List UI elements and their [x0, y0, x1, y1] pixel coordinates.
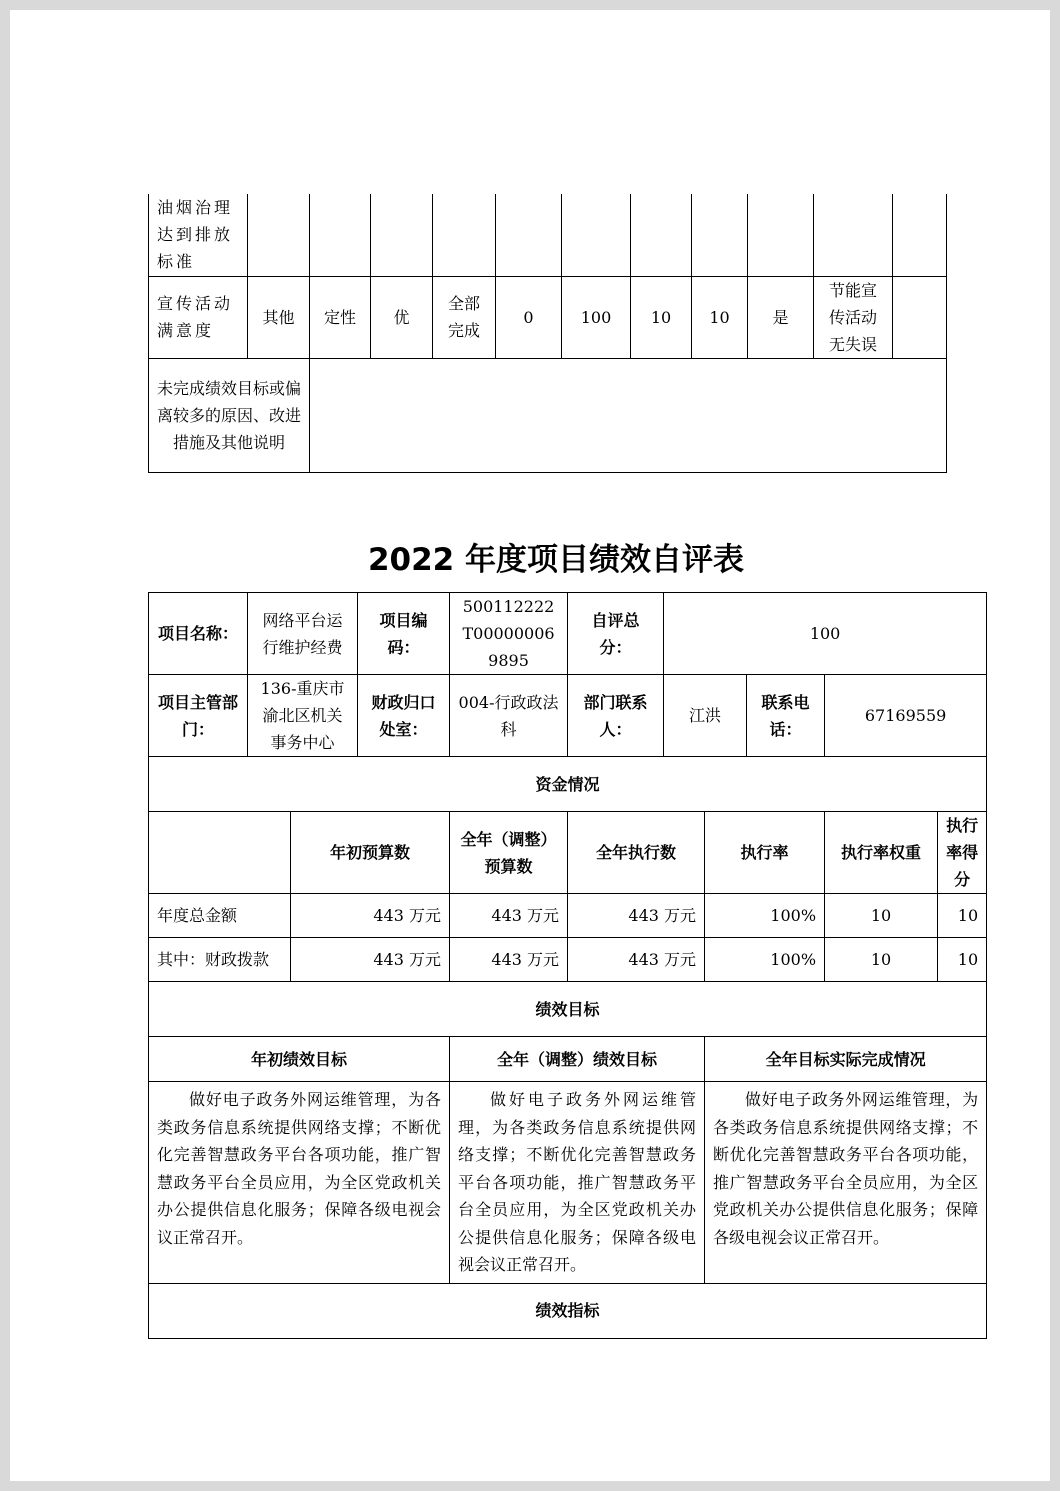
indicator-grade: 优: [371, 276, 433, 358]
funds-rate: 100%: [705, 938, 825, 982]
funds-score: 10: [938, 938, 987, 982]
table-row: [149, 1283, 987, 1338]
reason-value: [310, 358, 947, 472]
goal-text: 做好电子政务外网运维管理，为各类政务信息系统提供网络支撑；不断优化完善智慧政务平台各项功能，推广智慧政务平台全员应用，为全区党政机关办公提供信息化服务；保障各级电视会议正常召开。: [705, 1082, 987, 1284]
indicator-name: 宣传活动满意度: [149, 276, 248, 358]
table-row: [149, 1082, 987, 1284]
indicator-name: 油烟治理达到排放标准: [149, 194, 248, 276]
project-code-label: 项目编码：: [358, 593, 450, 675]
table-row: [149, 358, 947, 472]
goals-header: 年初绩效目标: [149, 1037, 450, 1082]
indicator-weight: 10: [631, 276, 692, 358]
funds-header: 全年（调整）预算数: [450, 812, 568, 894]
table-row: [149, 675, 987, 757]
funds-section-title: 资金情况: [149, 757, 987, 812]
funds-weight: 10: [825, 894, 938, 938]
page-title: 2022 年度项目绩效自评表: [367, 542, 745, 578]
dept: 136-重庆市渝北区机关事务中心: [248, 675, 358, 757]
table-row: [149, 194, 947, 276]
self-evaluation-table: [148, 592, 987, 1339]
funds-score: 10: [938, 894, 987, 938]
funds-adjusted: 443 万元: [450, 938, 568, 982]
funds-weight: 10: [825, 938, 938, 982]
table-row: [149, 982, 987, 1037]
funds-executed: 443 万元: [568, 938, 705, 982]
goal-text: 做好电子政务外网运维管理，为各类政务信息系统提供网络支撑；不断优化完善智慧政务平台各项功能，推广智慧政务平台全员应用，为全区党政机关办公提供信息化服务；保障各级电视会议正常召开。: [149, 1082, 450, 1284]
contact-label: 部门联系人：: [568, 675, 664, 757]
table-row: [149, 894, 987, 938]
total-score-label: 自评总分：: [568, 593, 664, 675]
dept-label: 项目主管部门：: [149, 675, 248, 757]
goals-header: 全年（调整）绩效目标: [450, 1037, 705, 1082]
phone: 67169559: [825, 675, 987, 757]
indicator-type: 其他: [248, 276, 310, 358]
table-row: [149, 938, 987, 982]
indicator-baseline: 0: [496, 276, 562, 358]
previous-indicator-table: [148, 194, 947, 473]
indicator-nature: 定性: [310, 276, 371, 358]
contact: 江洪: [664, 675, 747, 757]
funds-initial: 443 万元: [291, 938, 450, 982]
table-row: [149, 812, 987, 894]
table-row: [149, 757, 987, 812]
funds-initial: 443 万元: [291, 894, 450, 938]
table-row: [149, 276, 947, 358]
funds-row-label: 年度总金额: [149, 894, 291, 938]
finance-label: 财政归口处室：: [358, 675, 450, 757]
funds-header: 全年执行数: [568, 812, 705, 894]
funds-header: 执行率: [705, 812, 825, 894]
indicator-note: 节能宣传活动无失误: [814, 276, 893, 358]
indicator-achieved: 是: [748, 276, 814, 358]
project-code: 500112222T000000069895: [450, 593, 568, 675]
indicator-actual: 100: [562, 276, 631, 358]
goals-header: 全年目标实际完成情况: [705, 1037, 987, 1082]
finance: 004-行政政法科: [450, 675, 568, 757]
funds-header: 年初预算数: [291, 812, 450, 894]
funds-header: 执行率得分: [938, 812, 987, 894]
table-row: [149, 1037, 987, 1082]
indicator-score: 10: [692, 276, 748, 358]
indicator-target: 全部完成: [433, 276, 496, 358]
total-score: 100: [664, 593, 987, 675]
reason-label: 未完成绩效目标或偏离较多的原因、改进措施及其他说明: [149, 358, 310, 472]
goal-text: 做好电子政务外网运维管理，为各类政务信息系统提供网络支撑；不断优化完善智慧政务平台各项功能，推广智慧政务平台全员应用，为全区党政机关办公提供信息化服务；保障各级电视会议正常召开。: [450, 1082, 705, 1284]
document-page: [10, 10, 1050, 1481]
phone-label: 联系电话：: [747, 675, 825, 757]
funds-executed: 443 万元: [568, 894, 705, 938]
funds-adjusted: 443 万元: [450, 894, 568, 938]
project-name: 网络平台运行维护经费: [248, 593, 358, 675]
table-row: [149, 593, 987, 675]
indicators-section-title: 绩效指标: [149, 1283, 987, 1338]
project-name-label: 项目名称：: [149, 593, 248, 675]
funds-header: 执行率权重: [825, 812, 938, 894]
funds-row-label: 其中：财政拨款: [149, 938, 291, 982]
funds-rate: 100%: [705, 894, 825, 938]
goals-section-title: 绩效目标: [149, 982, 987, 1037]
